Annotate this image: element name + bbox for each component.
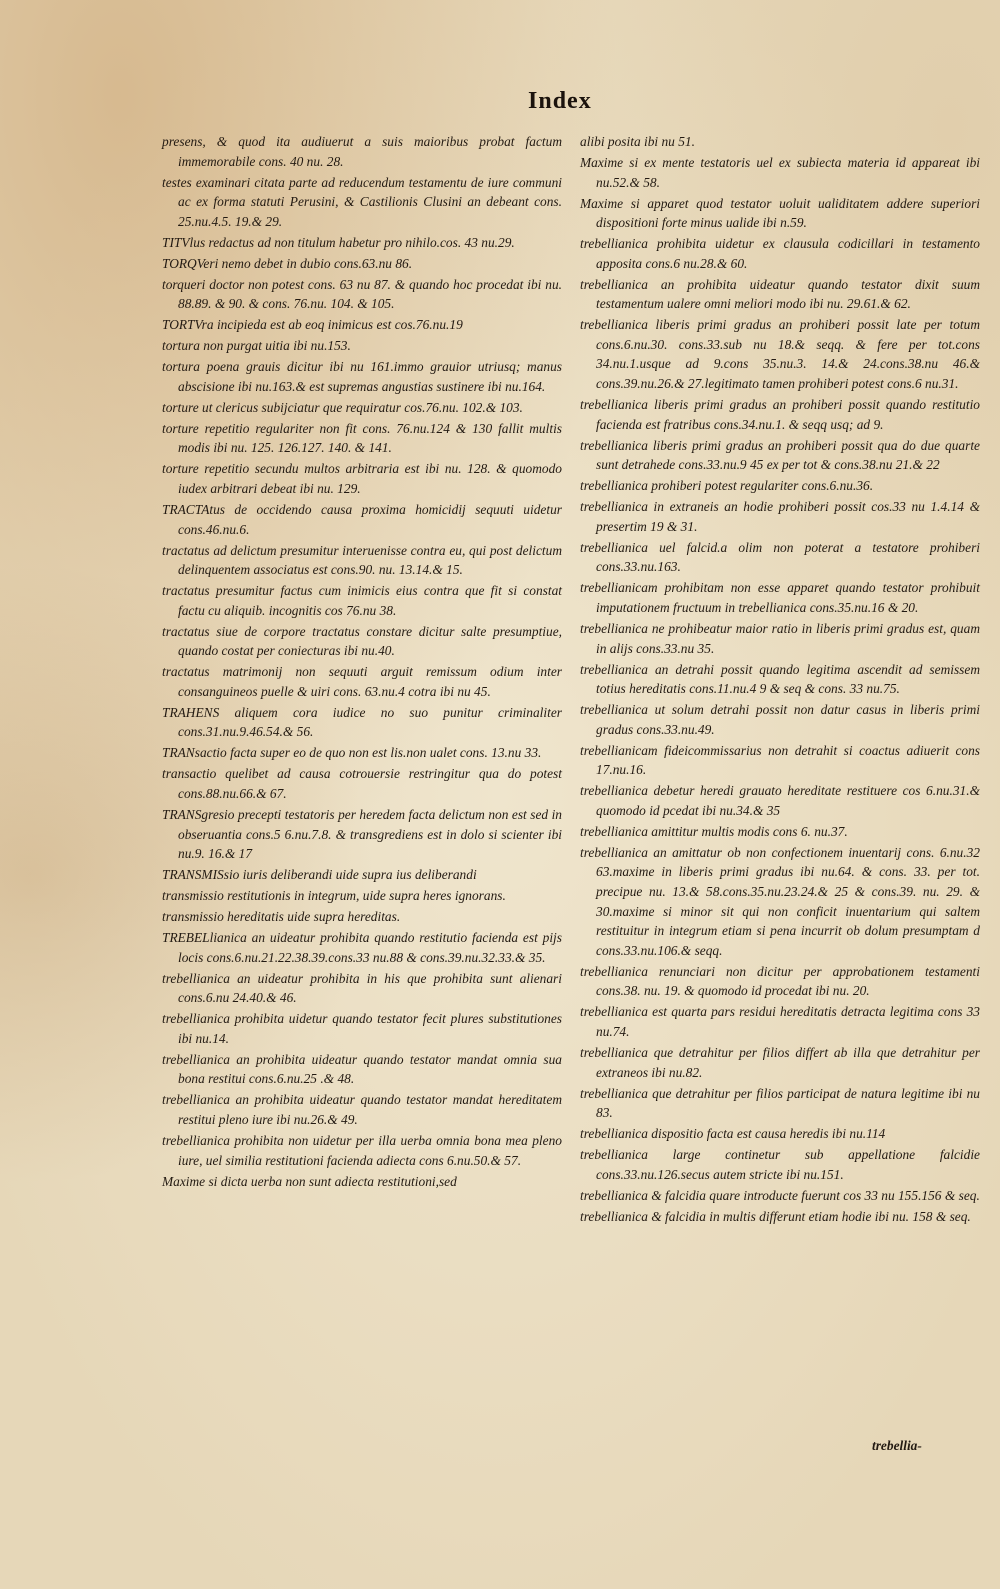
index-entry: TREBELlianica an uideatur prohibita quando restitutio facienda est pijs locis cons.6.nu.21.22.38.39.cons.33 nu.88 & cons.39.nu.32.33.& 35. — [162, 930, 562, 965]
index-entry: testes examinari citata parte ad reducendum testamentu de iure communi ac ex forma statuti Perusini, & Castilionis Clusini an debeant cons. 25.nu.4.5. 19.& 29. — [162, 174, 562, 229]
index-entry: trebellianica est quarta pars residui hereditatis detracta legitima cons 33 nu.74. — [580, 1004, 980, 1039]
index-entry: tractatus presumitur factus cum inimicis eius contra que fit si constat factu cu aliquib. incognitis cos 76.nu 38. — [162, 583, 562, 618]
catchword: trebellia- — [872, 1438, 922, 1453]
index-entry: trebellianicam fideicommissarius non detrahit si coactus adiuerit cons 17.nu.16. — [580, 742, 980, 778]
index-entry: TORTVra incipieda est ab eoq inimicus est cos.76.nu.19 — [162, 317, 463, 333]
index-entry: trebellianica prohibita uidetur ex clausula codicillari in testamento apposita cons.6 nu.28.& 60. — [580, 236, 980, 271]
index-entry: transmissio restitutionis in integrum, uide supra heres ignorans. — [162, 888, 506, 904]
running-header: Index — [528, 88, 592, 114]
index-entry: Maxime si apparet quod testator uoluit ualiditatem addere superiori dispositioni forte minus ualide ibi n.59. — [580, 195, 980, 231]
index-entry: TRANsactio facta super eo de quo non est lis.non ualet cons. 13.nu 33. — [162, 745, 542, 761]
index-entry: trebellianicam prohibitam non esse apparet quando testator prohibuit imputationem fructuum in trebellianica cons.35.nu.16 & 20. — [580, 580, 980, 615]
index-entry: trebellianica in extraneis an hodie prohiberi possit cos.33 nu 1.4.14 & presertim 19 & 31. — [580, 499, 980, 534]
index-entry: trebellianica liberis primi gradus an prohiberi possit quando restitutio facienda est fratribus cons.34.nu.1. & seqq usq; ad 9. — [580, 397, 980, 432]
index-entry: trebellianica an prohibita uideatur quando testator mandat omnia sua bona restitui cons.6.nu.25 .& 48. — [162, 1051, 562, 1087]
index-entry: tortura poena grauis dicitur ibi nu 161.immo grauior utriusq; manus abscisione ibi nu.163.& est supremas angustias sustinere ibi nu.164. — [162, 359, 562, 394]
index-entry: transactio quelibet ad causa cotrouersie restringitur qua do potest cons.88.nu.66.& 67. — [162, 766, 562, 802]
index-entry: trebellianica prohibita uidetur quando testator fecit plures substitutiones ibi nu.14. — [162, 1011, 562, 1046]
index-entry: torture repetitio secundu multos arbitraria est ibi nu. 128. & quomodo iudex arbitrari debeat ibi nu. 129. — [162, 461, 562, 496]
index-entry: trebellianica prohibita non uidetur per illa uerba omnia bona mea pleno iure, uel similia restitutioni facienda adiecta cons 6.nu.50.& 57. — [162, 1133, 562, 1168]
index-entry: tractatus matrimonij non sequuti arguit remissum odium inter consanguineos puelle & uiri cons. 63.nu.4 cotra ibi nu 45. — [162, 664, 562, 699]
index-entry: trebellianica liberis primi gradus an prohiberi possit qua do due quarte sunt detrahede cons.33.nu.9 45 ex per tot & cons.38.nu 21.& 22 — [580, 437, 980, 473]
index-entry: TITVlus redactus ad non titulum habetur pro nihilo.cos. 43 nu.29. — [162, 234, 515, 250]
index-entry: trebellianica prohiberi potest regulariter cons.6.nu.36. — [580, 478, 874, 494]
index-entry: trebellianica renunciari non dicitur per approbationem testamenti cons.38. nu. 19. & quomodo id procedat ibi nu. 20. — [580, 963, 980, 999]
index-entry: trebellianica an prohibita uideatur quando testator mandat hereditatem restitui pleno iure ibi nu.26.& 49. — [162, 1092, 562, 1128]
index-entry: Maxime si ex mente testatoris uel ex subiecta materia id appareat ibi nu.52.& 58. — [580, 154, 980, 190]
index-entry: trebellianica ne prohibeatur maior ratio in liberis primi gradus est, quam in alijs cons.33.nu 35. — [580, 620, 980, 656]
index-entry: trebellianica ut solum detrahi possit non datur casus in liberis primi gradus cons.33.nu.49. — [580, 702, 980, 737]
index-entry: TRACTAtus de occidendo causa proxima homicidij sequuti uidetur cons.46.nu.6. — [162, 501, 562, 537]
index-entry: tractatus siue de corpore tractatus constare dicitur salte presumptiue, quando costat per coniecturas ibi nu.40. — [162, 623, 562, 659]
index-entry: trebellianica dispositio facta est causa heredis ibi nu.114 — [580, 1126, 886, 1142]
index-entry: trebellianica debetur heredi grauato hereditate restituere cos 6.nu.31.& quomodo id pcedat ibi nu.34.& 35 — [580, 783, 980, 818]
index-entry: transmissio hereditatis uide supra hereditas. — [162, 909, 401, 925]
index-entry: trebellianica que detrahitur per filios differt ab illa que detrahitur per extraneos ibi nu.82. — [580, 1044, 980, 1080]
right-column — [580, 132, 980, 1228]
index-entry: trebellianica & falcidia quare introducte fuerunt cos 33 nu 155.156 & seq. — [580, 1187, 980, 1203]
index-entry: TRANSMISsio iuris deliberandi uide supra ius deliberandi — [162, 867, 477, 883]
index-entry: trebellianica an detrahi possit quando legitima ascendit ad semissem totius hereditatis cons.11.nu.4 9 & seq & cons. 33 nu.75. — [580, 661, 980, 697]
index-entry: torture repetitio regulariter non fit cons. 76.nu.124 & 130 fallit multis modis ibi nu. 125. 126.127. 140. & 141. — [162, 420, 562, 456]
index-entry: torqueri doctor non potest cons. 63 nu 87. & quando hoc procedat ibi nu. 88.89. & 90. & cons. 76.nu. 104. & 105. — [162, 276, 562, 312]
index-entry: trebellianica an prohibita uideatur quando testator dixit suum testamentum ualere omni meliori modo ibi nu. 29.61.& 62. — [580, 276, 980, 312]
index-entry: presens, & quod ita audiuerut a suis maioribus probat factum immemorabile cons. 40 nu. 28. — [162, 134, 562, 169]
index-entry: tortura non purgat uitia ibi nu.153. — [162, 338, 351, 354]
index-entry: TORQVeri nemo debet in dubio cons.63.nu 86. — [162, 255, 413, 271]
left-column — [162, 132, 562, 1193]
index-entry: Maxime si dicta uerba non sunt adiecta restitutioni,sed — [162, 1173, 457, 1189]
index-entry: trebellianica an amittatur ob non confectionem inuentarij cons. 6.nu.32 63.maxime in liberis primi gradus ibi nu.64. & cons. 33. per tot. precipue nu. 13.& 58.cons.35.nu.23.24.& 25 & cons.39. nu. 29. & 30.maxime si minor sit qui non conficit inuentarium qui saltem restituitur in integrum etiam si pena incurrit ob dolum presumptam d cons.33.nu.106.& seqq. — [580, 844, 980, 958]
index-entry: trebellianica uel falcid.a olim non poterat a testatore prohiberi cons.33.nu.163. — [580, 539, 980, 575]
index-entry: TRANSgresio precepti testatoris per heredem facta delictum non est sed in obseruantia cons.5 6.nu.7.8. & transgrediens est in dolo si scienter ibi nu.9. 16.& 17 — [162, 807, 562, 862]
index-entry: TRAHENS aliquem cora iudice no suo punitur criminaliter cons.31.nu.9.46.54.& 56. — [162, 704, 562, 740]
index-entry: tractatus ad delictum presumitur interuenisse contra eu, qui post delictum delinquentem associatus est cons.90. nu. 13.14.& 15. — [162, 542, 562, 578]
index-entry: alibi posita ibi nu 51. — [580, 134, 695, 149]
index-entry: trebellianica liberis primi gradus an prohiberi possit late per totum cons.6.nu.30. cons.33.sub nu 18.& seqq. & fere per tot.cons 34.nu.1.usque ad 9.cons 35.nu.3. 14.& 24.cons.38.nu 46.& cons.39.nu.26.& 27.legitimato tamen prohiberi potest cons.6 nu.31. — [580, 317, 980, 392]
index-entry: trebellianica an uideatur prohibita in his que prohibita sunt alienari cons.6.nu 24.40.& 46. — [162, 970, 562, 1006]
index-entry: trebellianica large continetur sub appellatione falcidie cons.33.nu.126.secus autem stricte ibi nu.151. — [580, 1147, 980, 1182]
index-entry: trebellianica & falcidia in multis differunt etiam hodie ibi nu. 158 & seq. — [580, 1208, 971, 1224]
index-entry: torture ut clericus subijciatur que requiratur cos.76.nu. 102.& 103. — [162, 399, 523, 415]
index-entry: trebellianica que detrahitur per filios participat de natura legitime ibi nu 83. — [580, 1085, 980, 1121]
index-entry: trebellianica amittitur multis modis cons 6. nu.37. — [580, 823, 848, 839]
